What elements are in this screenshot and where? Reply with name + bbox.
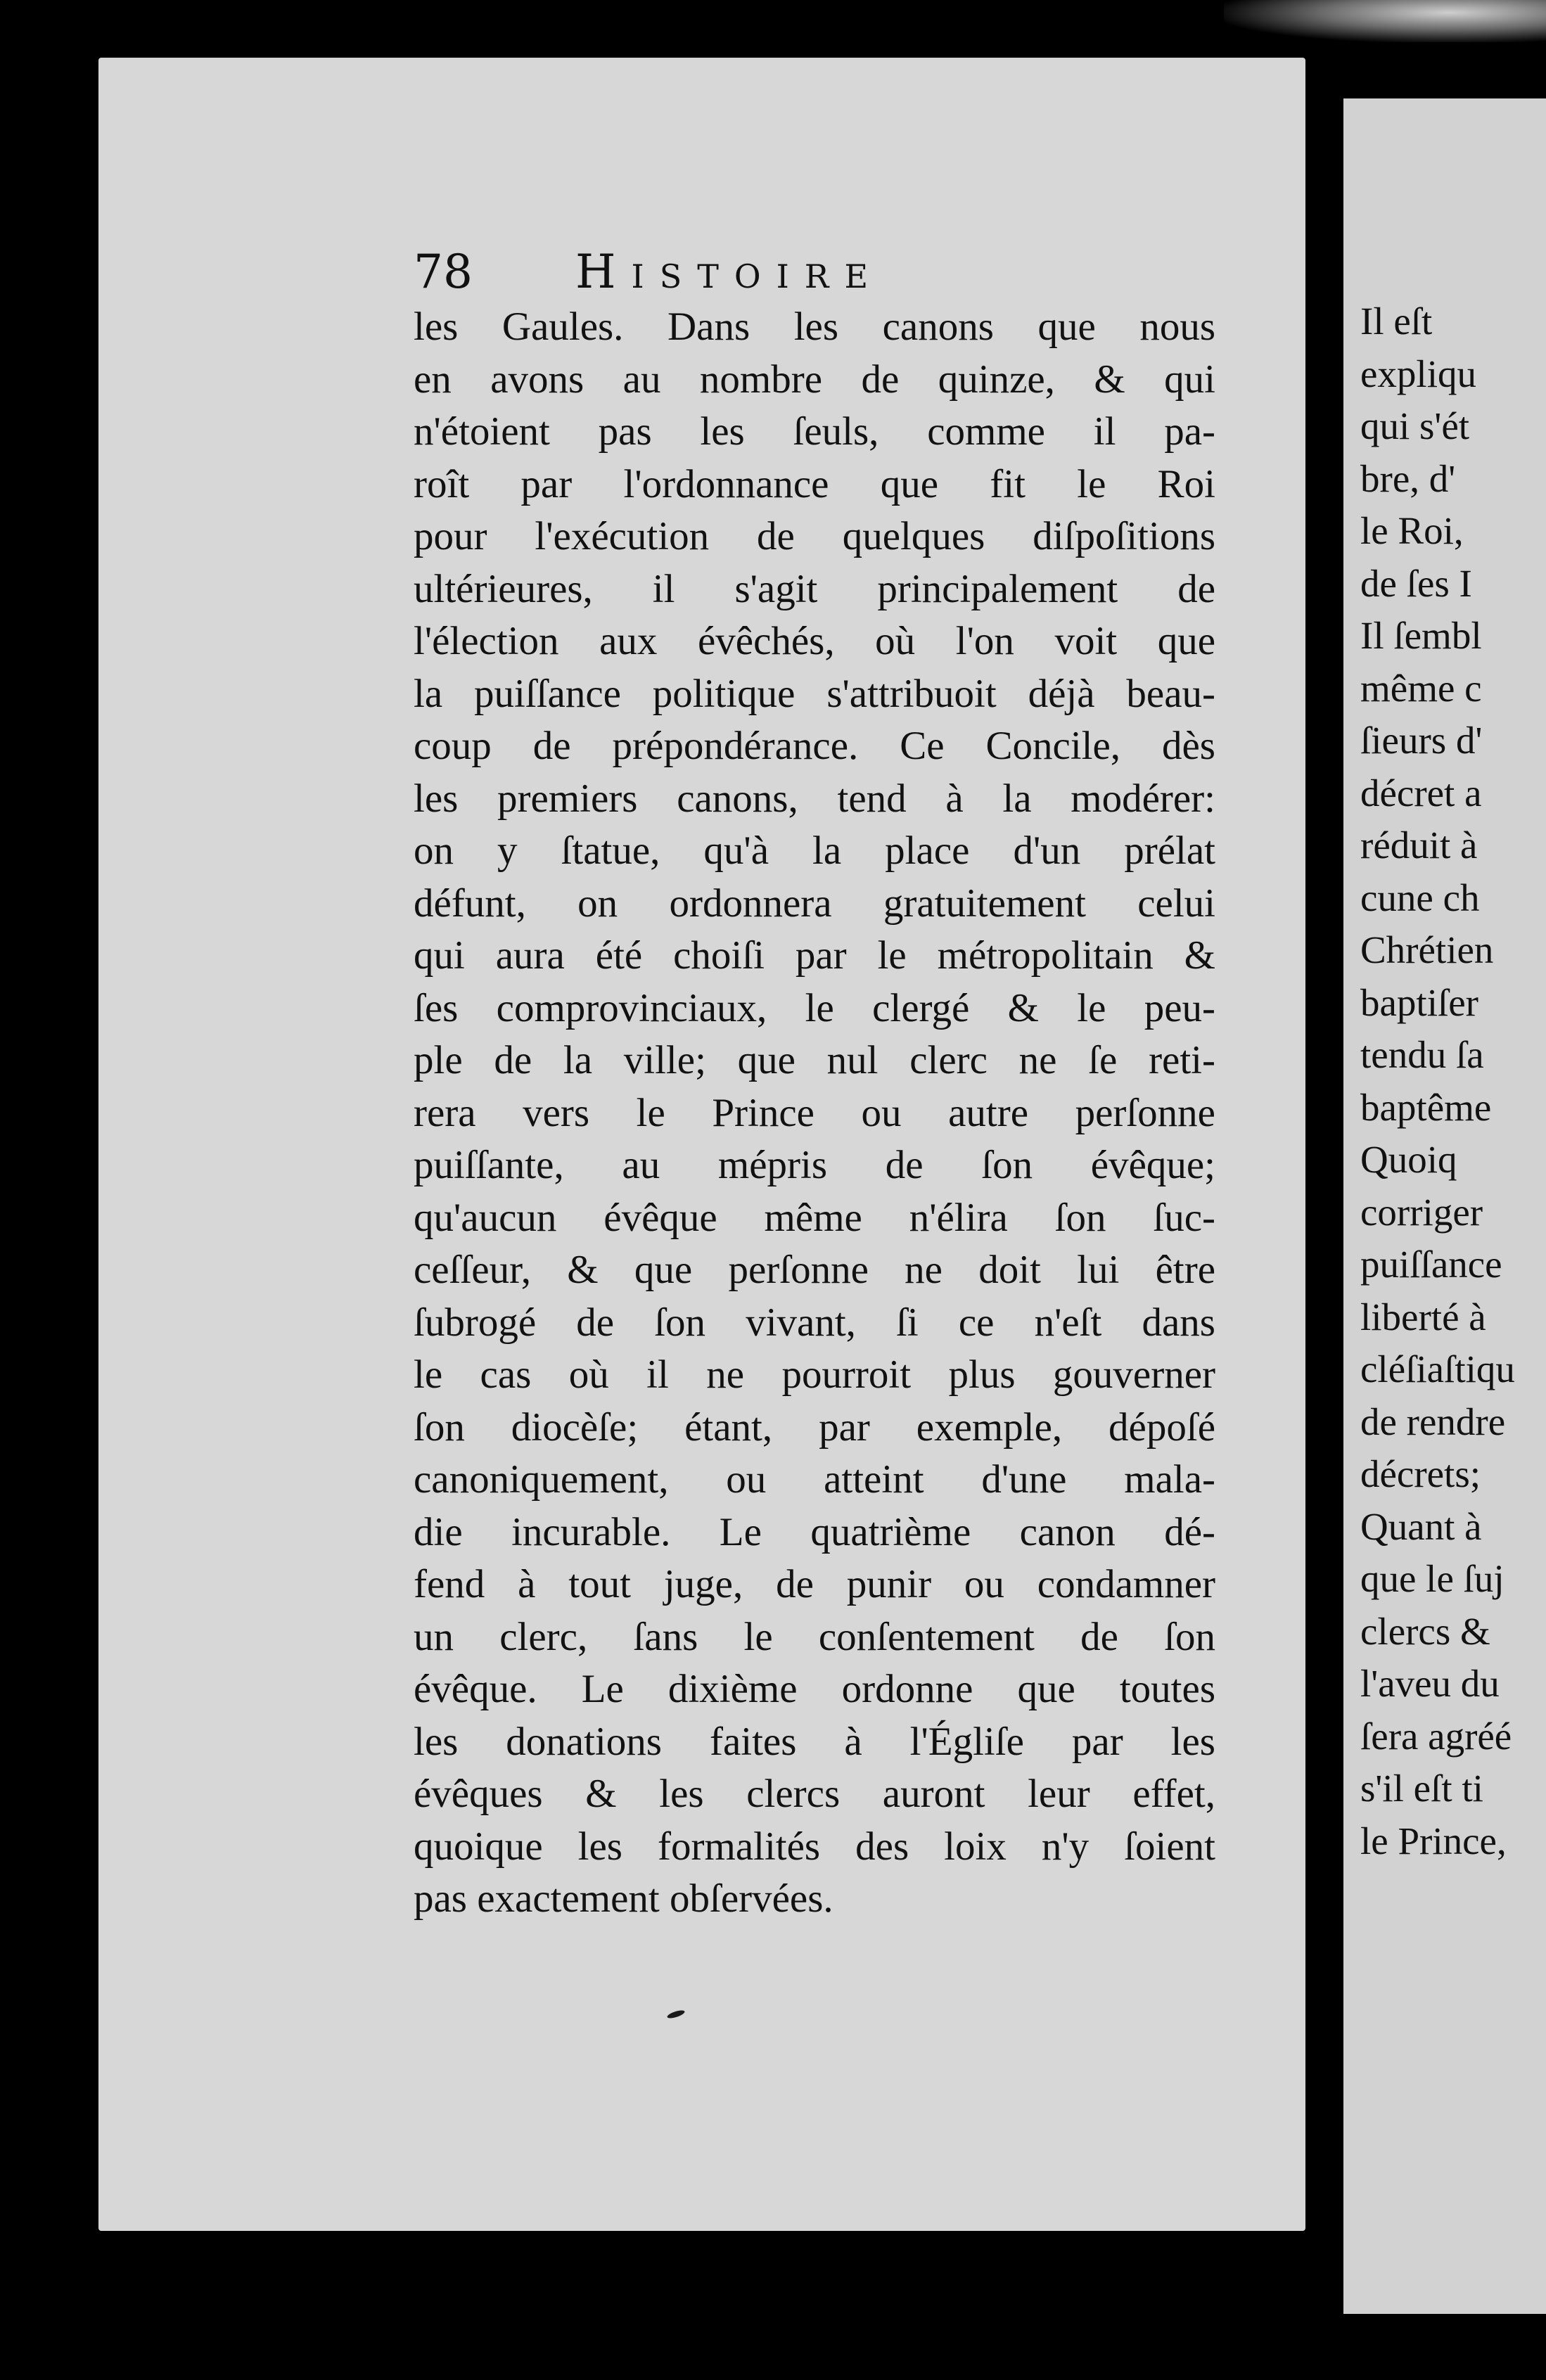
- facing-text-line: le Roi,: [1360, 509, 1464, 552]
- facing-text-line: s'il eſt ti: [1360, 1767, 1483, 1810]
- facing-text-line: que le ſuj: [1360, 1557, 1505, 1600]
- text-line: évêques & les clercs auront leur effet,: [414, 1772, 1215, 1816]
- facing-text-line: de rendre: [1360, 1400, 1506, 1443]
- text-line: fend à tout juge, de punir ou condamner: [414, 1562, 1215, 1606]
- page-number: 78: [414, 244, 473, 299]
- facing-text-line: Quoiq: [1360, 1138, 1457, 1181]
- text-line: le cas où il ne pourroit plus gouverner: [414, 1352, 1215, 1397]
- facing-text-line: Il eſt: [1360, 300, 1433, 343]
- text-line: die incurable. Le quatrième canon dé-: [414, 1509, 1215, 1554]
- text-line: canoniquement, ou atteint d'une mala-: [414, 1457, 1215, 1502]
- facing-text-line: décrets;: [1360, 1452, 1481, 1495]
- text-line: roît par l'ordonnance que fit le Roi: [414, 461, 1215, 506]
- facing-text-line: Chrétien: [1360, 928, 1494, 971]
- facing-text-line: de ſes I: [1360, 561, 1472, 605]
- facing-text-line: corriger: [1360, 1190, 1483, 1234]
- facing-text-line: clercs &: [1360, 1609, 1490, 1653]
- facing-text-line: Quant à: [1360, 1504, 1482, 1548]
- main-text-block: [414, 301, 1215, 1926]
- facing-text-line: cune ch: [1360, 876, 1480, 919]
- facing-text-line: le Prince,: [1360, 1819, 1507, 1862]
- text-line: ſes comprovinciaux, le clergé & le peu-: [414, 985, 1215, 1030]
- text-line: n'étoient pas les ſeuls, comme il pa-: [414, 409, 1215, 454]
- facing-text-line: expliqu: [1360, 352, 1476, 395]
- facing-text-line: baptême: [1360, 1085, 1492, 1129]
- text-line: un clerc, ſans le conſentement de ſon: [414, 1614, 1215, 1659]
- facing-text-line: ſieurs d': [1360, 719, 1483, 762]
- top-corner-stain: [1224, 0, 1546, 42]
- facing-text-line: ſera agréé: [1360, 1714, 1512, 1758]
- text-line: ſon diocèſe; étant, par exemple, dépoſé: [414, 1405, 1215, 1450]
- text-line: qu'aucun évêque même n'élira ſon ſuc-: [414, 1195, 1215, 1240]
- text-line: la puiſſance politique s'attribuoit déjà beau-: [414, 671, 1215, 716]
- facing-text-line: qui s'ét: [1360, 404, 1470, 447]
- text-line: les donations faites à l'Égliſe par les: [414, 1719, 1215, 1764]
- text-line: ceſſeur, & que perſonne ne doit lui être: [414, 1248, 1215, 1292]
- facing-text-line: même c: [1360, 666, 1482, 710]
- facing-text-line: tendu ſa: [1360, 1033, 1484, 1076]
- facing-text-line: baptiſer: [1360, 980, 1478, 1024]
- facing-text-line: cléſiaſtiqu: [1360, 1348, 1515, 1390]
- text-line: on y ſtatue, qu'à la place d'un prélat: [414, 828, 1215, 873]
- facing-text-line: Il ſembl: [1360, 614, 1482, 657]
- text-line: rera vers le Prince ou autre perſonne: [414, 1090, 1215, 1135]
- text-line: ultérieures, il s'agit principalement de: [414, 566, 1215, 611]
- text-line: défunt, on ordonnera gratuitement celui: [414, 881, 1215, 926]
- text-line: puiſſante, au mépris de ſon évêque;: [414, 1143, 1215, 1187]
- facing-text-line: bre, d': [1360, 456, 1456, 500]
- running-title: Histoire: [575, 244, 884, 299]
- facing-text-line: liberté à: [1360, 1295, 1486, 1338]
- text-line: en avons au nombre de quinze, & qui: [414, 357, 1215, 402]
- facing-text-line: réduit à: [1360, 824, 1478, 866]
- page-header: [414, 236, 1033, 307]
- text-line: évêque. Le dixième ordonne que toutes: [414, 1667, 1215, 1711]
- text-line: coup de prépondérance. Ce Concile, dès: [414, 724, 1215, 768]
- text-line: les premiers canons, tend à la modérer:: [414, 776, 1215, 821]
- facing-text-line: décret a: [1360, 771, 1482, 814]
- facing-page-text: [1360, 295, 1543, 1867]
- text-line: qui aura été choiſi par le métropolitain &: [414, 933, 1215, 978]
- text-line: les Gaules. Dans les canons que nous: [414, 305, 1215, 349]
- text-line: ple de la ville; que nul clerc ne ſe reti-: [414, 1038, 1215, 1082]
- text-line: l'élection aux évêchés, où l'on voit que: [414, 619, 1215, 663]
- facing-text-line: l'aveu du: [1360, 1662, 1500, 1705]
- text-line: quoique les formalités des loix n'y ſoient: [414, 1824, 1215, 1869]
- facing-text-line: puiſſance: [1360, 1243, 1502, 1286]
- text-line: pas exactement obſervées.: [414, 1876, 833, 1921]
- text-line: pour l'exécution de quelques diſpoſitions: [414, 514, 1215, 558]
- text-line: ſubrogé de ſon vivant, ſi ce n'eſt dans: [414, 1300, 1215, 1345]
